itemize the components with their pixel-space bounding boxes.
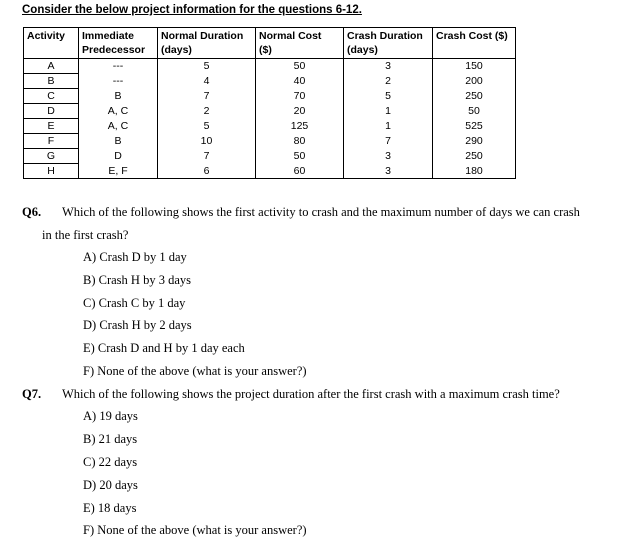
- cell-normal-cost: 70: [256, 89, 344, 104]
- q7-option-b: B) 21 days: [83, 432, 138, 446]
- table-row: [24, 119, 516, 134]
- cell-activity: E: [24, 119, 79, 134]
- cell-crash-duration: 2: [344, 74, 433, 89]
- cell-predecessor: E, F: [79, 164, 158, 179]
- cell-normal-cost: 60: [256, 164, 344, 179]
- header-normal-duration: Normal Duration (days): [158, 28, 256, 59]
- table-row: [24, 59, 516, 74]
- cell-normal-cost: 125: [256, 119, 344, 134]
- cell-normal-duration: 2: [158, 104, 256, 119]
- q6-option-e: E) Crash D and H by 1 day each: [83, 341, 245, 355]
- cell-normal-duration: 5: [158, 119, 256, 134]
- cell-activity: B: [24, 74, 79, 89]
- q7-option-d: D) 20 days: [83, 478, 138, 492]
- cell-normal-duration: 6: [158, 164, 256, 179]
- cell-normal-cost: 80: [256, 134, 344, 149]
- q7-text-line1: Which of the following shows the project duration after the first crash with a maximum crash time?: [62, 387, 560, 401]
- q6-text-line2: in the first crash?: [42, 228, 129, 242]
- table-row: [24, 89, 516, 104]
- q6-option-a: A) Crash D by 1 day: [83, 250, 187, 264]
- cell-crash-cost: 250: [433, 89, 516, 104]
- q6-option-c: C) Crash C by 1 day: [83, 296, 186, 310]
- header-crash-cost: Crash Cost ($): [433, 28, 516, 59]
- cell-activity: C: [24, 89, 79, 104]
- cell-crash-duration: 5: [344, 89, 433, 104]
- cell-activity: D: [24, 104, 79, 119]
- header-normal-cost: Normal Cost ($): [256, 28, 344, 59]
- cell-normal-cost: 50: [256, 149, 344, 164]
- cell-crash-duration: 7: [344, 134, 433, 149]
- header-crash-duration: Crash Duration (days): [344, 28, 433, 59]
- cell-crash-cost: 50: [433, 104, 516, 119]
- table-body: [24, 59, 516, 179]
- cell-crash-cost: 290: [433, 134, 516, 149]
- cell-crash-cost: 250: [433, 149, 516, 164]
- cell-normal-cost: 40: [256, 74, 344, 89]
- q7-option-f: F) None of the above (what is your answer?): [83, 523, 307, 537]
- q6-option-b: B) Crash H by 3 days: [83, 273, 191, 287]
- cell-normal-cost: 20: [256, 104, 344, 119]
- cell-activity: H: [24, 164, 79, 179]
- table-header-row: [24, 28, 516, 59]
- q7-option-a: A) 19 days: [83, 409, 138, 423]
- cell-crash-duration: 3: [344, 164, 433, 179]
- cell-crash-cost: 200: [433, 74, 516, 89]
- cell-activity: G: [24, 149, 79, 164]
- cell-normal-duration: 7: [158, 89, 256, 104]
- table-row: [24, 149, 516, 164]
- q7-option-c: C) 22 days: [83, 455, 138, 469]
- cell-crash-cost: 150: [433, 59, 516, 74]
- q6-number: Q6.: [22, 205, 42, 219]
- cell-crash-duration: 3: [344, 149, 433, 164]
- cell-normal-duration: 7: [158, 149, 256, 164]
- cell-crash-cost: 180: [433, 164, 516, 179]
- header-activity: Activity: [24, 28, 79, 59]
- cell-normal-duration: 10: [158, 134, 256, 149]
- cell-crash-duration: 1: [344, 119, 433, 134]
- cell-predecessor: ---: [79, 59, 158, 74]
- cell-crash-duration: 1: [344, 104, 433, 119]
- cell-activity: F: [24, 134, 79, 149]
- q6-option-d: D) Crash H by 2 days: [83, 318, 192, 332]
- cell-predecessor: B: [79, 89, 158, 104]
- cell-normal-duration: 4: [158, 74, 256, 89]
- cell-predecessor: D: [79, 149, 158, 164]
- cell-predecessor: B: [79, 134, 158, 149]
- q6-option-f: F) None of the above (what is your answer?): [83, 364, 307, 378]
- cell-normal-duration: 5: [158, 59, 256, 74]
- table-row: [24, 164, 516, 179]
- table-row: [24, 74, 516, 89]
- page-heading: Consider the below project information for the questions 6-12.: [22, 4, 362, 16]
- cell-crash-cost: 525: [433, 119, 516, 134]
- cell-predecessor: ---: [79, 74, 158, 89]
- table-row: [24, 104, 516, 119]
- cell-predecessor: A, C: [79, 104, 158, 119]
- header-predecessor: Immediate Predecessor: [79, 28, 158, 59]
- cell-crash-duration: 3: [344, 59, 433, 74]
- cell-activity: A: [24, 59, 79, 74]
- cell-predecessor: A, C: [79, 119, 158, 134]
- project-table: [23, 27, 516, 179]
- cell-normal-cost: 50: [256, 59, 344, 74]
- q7-number: Q7.: [22, 387, 42, 401]
- q6-text-line1: Which of the following shows the first activity to crash and the maximum number of days we can crash: [62, 205, 580, 219]
- table-row: [24, 134, 516, 149]
- q7-option-e: E) 18 days: [83, 501, 137, 515]
